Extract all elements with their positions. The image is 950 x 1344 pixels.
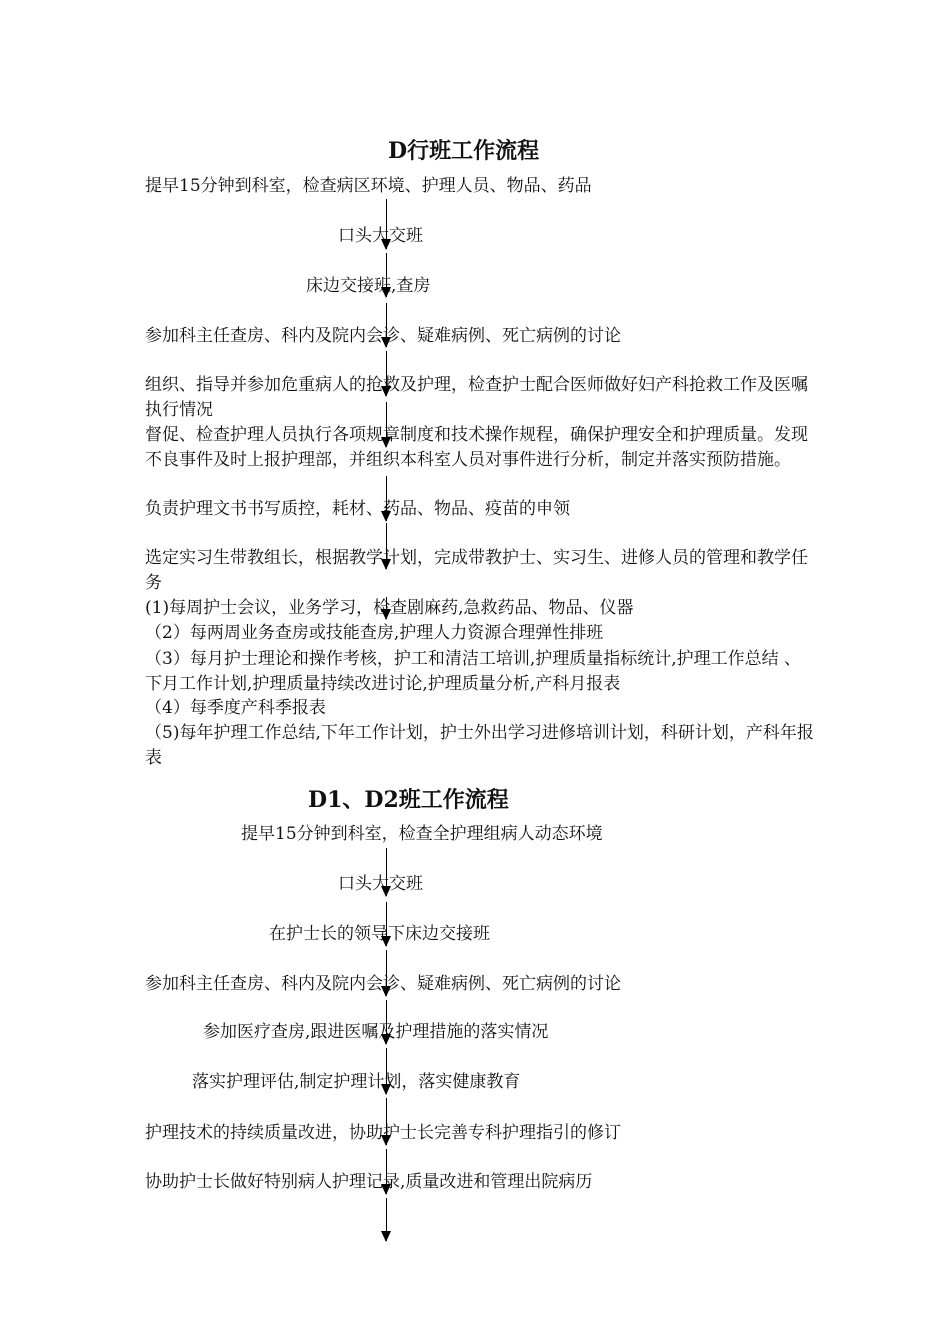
section2-step-8: 协助护士长做好特别病人护理记录,质量改进和管理出院病历 [145, 1172, 593, 1192]
section1-item-3: （3）每月护士理论和操作考核，护工和清洁工培训,护理质量指标统计,护理工作总结 、下月工作计划,护理质量持续改进讨论,护理质量分析,产科月报表 [145, 649, 802, 694]
flow-arrow [386, 1098, 387, 1145]
flow-arrow [386, 1000, 387, 1044]
section1-step-3: 床边交接班,查房 [306, 276, 431, 296]
flow-arrow [386, 351, 387, 396]
flow-arrow [386, 902, 387, 946]
section2-title: D1、D2班工作流程 [308, 787, 509, 813]
section1-step-5: 组织、指导并参加危重病人的抢救及护理，检查护士配合医师做好妇产科抢救工作及医嘱执行情况 [145, 375, 808, 420]
section1-step-2: 口头大交班 [338, 226, 423, 246]
section1-item-2: （2）每两周业务查房或技能查房,护理人力资源合理弹性排班 [145, 623, 604, 643]
flow-arrow [386, 1198, 387, 1241]
section2-step-6: 落实护理评估,制定护理计划，落实健康教育 [192, 1072, 521, 1092]
section2-step-5: 参加医疗查房,跟进医嘱及护理措施的落实情况 [203, 1022, 549, 1042]
flow-arrow [386, 1149, 387, 1194]
flow-arrow [386, 476, 387, 521]
section1-step-1: 提早15分钟到科室，检查病区环境、护理人员、物品、药品 [145, 176, 592, 196]
section2-step-3: 在护士长的领导下床边交接班 [269, 924, 490, 944]
section1-item-4: （4）每季度产科季报表 [145, 698, 326, 718]
section1-title: D行班工作流程 [388, 138, 540, 164]
flow-arrow [386, 597, 387, 619]
flow-arrow [386, 523, 387, 569]
section1-step-8: 选定实习生带教组长，根据教学计划，完成带教护士、实习生、进修人员的管理和教学任务 [145, 548, 808, 593]
flow-arrow [386, 848, 387, 896]
flow-arrow [386, 950, 387, 996]
section2-step-2: 口头大交班 [338, 874, 423, 894]
section2-step-4: 参加科主任查房、科内及院内会诊、疑难病例、死亡病例的讨论 [145, 974, 621, 994]
section1-item-1: (1)每周护士会议，业务学习，检查剧麻药,急救药品、物品、仪器 [145, 598, 634, 618]
flow-arrow [386, 253, 387, 297]
flow-arrow [386, 303, 387, 347]
section2-step-1: 提早15分钟到科室，检查全护理组病人动态环境 [241, 824, 603, 844]
flow-arrow [386, 199, 387, 249]
section1-step-6: 督促、检查护理人员执行各项规章制度和技术操作规程，确保护理安全和护理质量。发现不良事件及时上报护理部，并组织本科室人员对事件进行分析，制定并落实预防措施。 [145, 425, 808, 470]
section1-item-5: （5)每年护理工作总结,下年工作计划，护士外出学习进修培训计划，科研计划，产科年报表 [145, 723, 814, 768]
section2-step-7: 护理技术的持续质量改进，协助护士长完善专科护理指引的修订 [145, 1123, 621, 1143]
section1-step-7: 负责护理文书书写质控，耗材、药品、物品、疫苗的申领 [145, 499, 570, 519]
section1-step-4: 参加科主任查房、科内及院内会诊、疑难病例、死亡病例的讨论 [145, 326, 621, 346]
flow-arrow [386, 402, 387, 447]
flow-arrow [386, 1048, 387, 1094]
